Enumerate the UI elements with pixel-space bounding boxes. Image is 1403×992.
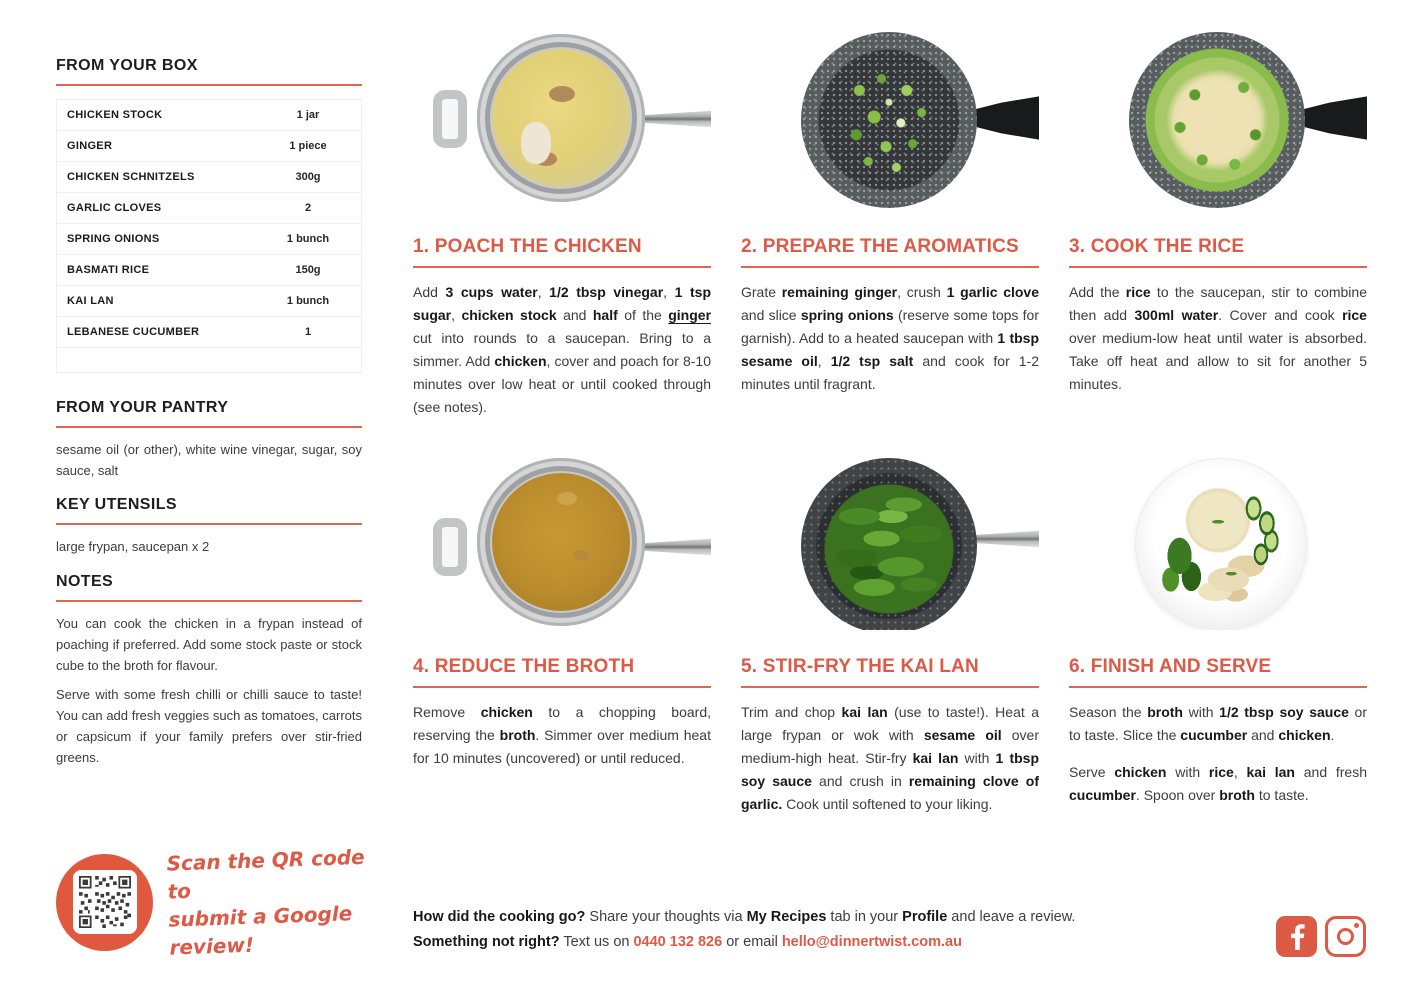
- utensils-text: large frypan, saucepan x 2: [56, 539, 210, 554]
- ingredient-name: SPRING ONIONS: [67, 233, 160, 245]
- table-row: [57, 131, 361, 161]
- step-instructions: Trim and chop kai lan (use to taste!). Heat a large frypan or wok with sesame oil over medium-high heat. Stir-fry kai lan with 1 tbsp soy sauce and crush in remaining clove of garlic. Cook until softened to your liking.: [741, 704, 1039, 812]
- table-row: [57, 255, 361, 285]
- step-card-4: [413, 458, 711, 784]
- table-row: [57, 317, 361, 347]
- ingredient-name: GINGER: [67, 140, 113, 152]
- from-your-box-section: [56, 56, 362, 373]
- section-title-utensils: KEY UTENSILS: [56, 496, 177, 513]
- section-rule: [56, 426, 362, 428]
- table-row: [57, 286, 361, 316]
- step-photo-pot-amber-broth: [413, 458, 711, 630]
- instagram-icon[interactable]: [1325, 916, 1366, 957]
- step-title: 4. REDUCE THE BROTH: [413, 656, 635, 677]
- ingredient-qty: 300g: [295, 171, 321, 183]
- key-utensils-section: [56, 495, 362, 558]
- footer-line-contact[interactable]: Something not right? Text us on 0440 132 826 or email hello@dinnertwist.com.au: [413, 934, 962, 951]
- chicken-piece: [573, 550, 589, 560]
- qr-code-icon: [79, 876, 131, 928]
- pot-handle: [641, 110, 711, 128]
- step-rule: [1069, 686, 1367, 688]
- notes-section: [56, 572, 362, 769]
- step-title: 3. COOK THE RICE: [1069, 236, 1245, 257]
- step-photo-pan-rice: [1069, 30, 1367, 210]
- ingredient-qty: 2: [304, 202, 312, 214]
- table-row: [57, 162, 361, 192]
- step-instructions: Add the rice to the saucepan, stir to combine then add 300ml water. Cover and cook rice over medium-low heat until water is absorbed. Take off heat and allow to sit for another 5 minutes.: [1069, 284, 1367, 392]
- section-rule: [56, 600, 362, 602]
- step-photo-finished-plate: [1069, 458, 1367, 630]
- table-row: [57, 224, 361, 254]
- social-icons: [1276, 916, 1366, 957]
- kai-lan-greens: [815, 472, 963, 620]
- pantry-text: sesame oil (or other), white wine vinegar, sugar, soy sauce, salt: [56, 442, 362, 478]
- notes-paragraph: You can cook the chicken in a frypan instead of poaching if preferred. Add some stock paste or stock cube to the broth for flavour.: [56, 616, 362, 673]
- step-card-3: [1069, 30, 1367, 410]
- saucepan: [477, 458, 645, 626]
- instagram-dot: [1354, 923, 1359, 928]
- pot-side-handle: [433, 90, 467, 148]
- step-instructions: Season the broth with 1/2 tbsp soy sauce or to taste. Slice the cucumber and chicken.: [1069, 704, 1367, 743]
- step-title: 6. FINISH AND SERVE: [1069, 656, 1272, 677]
- step-card-1: [413, 30, 711, 433]
- pot-handle: [641, 538, 711, 556]
- table-row: [57, 193, 361, 223]
- ingredient-qty: 1: [304, 326, 312, 338]
- section-title-notes: NOTES: [56, 573, 114, 590]
- section-rule: [56, 84, 362, 86]
- ingredient-name: CHICKEN SCHNITZELS: [67, 171, 195, 183]
- pan-handle: [967, 94, 1039, 142]
- pan-handle: [1295, 94, 1367, 142]
- plated-food: [1147, 470, 1295, 618]
- ingredient-qty: 1 bunch: [286, 295, 330, 307]
- pan-handle: [969, 530, 1039, 548]
- step-card-2: [741, 30, 1039, 410]
- step-photo-pan-kai-lan: [741, 458, 1039, 630]
- ingredient-name: BASMATI RICE: [67, 264, 150, 276]
- step-rule: [413, 686, 711, 688]
- step-title: 2. PREPARE THE AROMATICS: [741, 236, 1019, 257]
- step-rule: [741, 266, 1039, 268]
- ingredient-qty: 1 jar: [296, 109, 320, 121]
- qr-caption-line1: Scan the QR code to: [166, 844, 366, 904]
- pale-broth: [492, 49, 630, 187]
- step-rule: [413, 266, 711, 268]
- ingredient-qty: 1 bunch: [286, 233, 330, 245]
- from-your-pantry-section: [56, 398, 362, 482]
- footer: [413, 905, 1213, 956]
- qr-caption-line2: submit a Google review!: [168, 901, 353, 960]
- google-review-badge: [56, 846, 376, 958]
- saucepan: [477, 34, 645, 202]
- step-photo-pot-pale-broth: [413, 30, 711, 210]
- section-title-from-your-box: FROM YOUR BOX: [56, 57, 198, 74]
- rice-and-greens: [1143, 46, 1291, 194]
- ingredient-qty: 1 piece: [289, 140, 327, 152]
- section-rule: [56, 523, 362, 525]
- step-card-6: [1069, 458, 1367, 821]
- qr-code[interactable]: [73, 870, 137, 934]
- qr-caption: [166, 842, 378, 961]
- step-instructions: Grate remaining ginger, crush 1 garlic clove and slice spring onions (reserve some tops for garnish). Add to a heated saucepan with 1 tbsp sesame oil, 1/2 tsp salt and cook for 1-2 minutes until fragrant.: [741, 284, 1040, 392]
- ginger-piece: [521, 122, 551, 164]
- step-title: 5. STIR-FRY THE KAI LAN: [741, 656, 979, 677]
- ingredient-qty: 150g: [295, 264, 321, 276]
- ingredient-name: LEBANESE CUCUMBER: [67, 326, 200, 338]
- step-rule: [741, 686, 1039, 688]
- step-photo-pan-aromatics: [741, 30, 1039, 210]
- ingredient-name: CHICKEN STOCK: [67, 109, 163, 121]
- facebook-f-glyph: [1276, 916, 1317, 957]
- chicken-piece: [557, 492, 577, 505]
- ingredients-table: [56, 99, 362, 373]
- instagram-lens: [1337, 928, 1354, 945]
- chicken-piece: [549, 86, 575, 102]
- notes-paragraph: Serve with some fresh chilli or chilli sauce to taste! You can add fresh veggies such as tomatoes, carrots or capsicum if your family prefers over stir-fried greens.: [56, 687, 362, 765]
- ingredient-name: GARLIC CLOVES: [67, 202, 162, 214]
- qr-code-badge: [56, 854, 153, 951]
- step-rule: [1069, 266, 1367, 268]
- step-instructions: Add 3 cups water, 1/2 tbsp vinegar, 1 tsp sugar, chicken stock and half of the ginger cut into rounds to a saucepan. Bring to a simmer. Add chicken, cover and poach for 8-10 minutes over low heat or until cooked through (see notes).: [413, 284, 712, 415]
- step-card-5: [741, 458, 1039, 830]
- footer-line-feedback: How did the cooking go? Share your thoughts via My Recipes tab in your Profile and leave a review.: [413, 909, 1076, 925]
- facebook-icon[interactable]: [1276, 916, 1317, 957]
- step-instructions: Serve chicken with rice, kai lan and fresh cucumber. Spoon over broth to taste.: [1069, 763, 1368, 803]
- section-title-pantry: FROM YOUR PANTRY: [56, 399, 229, 416]
- step-instructions: Remove chicken to a chopping board, reserving the broth. Simmer over medium heat for 10 minutes (uncovered) or until reduced.: [413, 704, 711, 766]
- spring-onion-slices: [815, 46, 963, 194]
- pot-side-handle: [433, 518, 467, 576]
- ingredient-name: KAI LAN: [67, 295, 114, 307]
- table-row: [57, 100, 361, 130]
- step-title: 1. POACH THE CHICKEN: [413, 236, 642, 257]
- table-blank-row: [57, 348, 361, 372]
